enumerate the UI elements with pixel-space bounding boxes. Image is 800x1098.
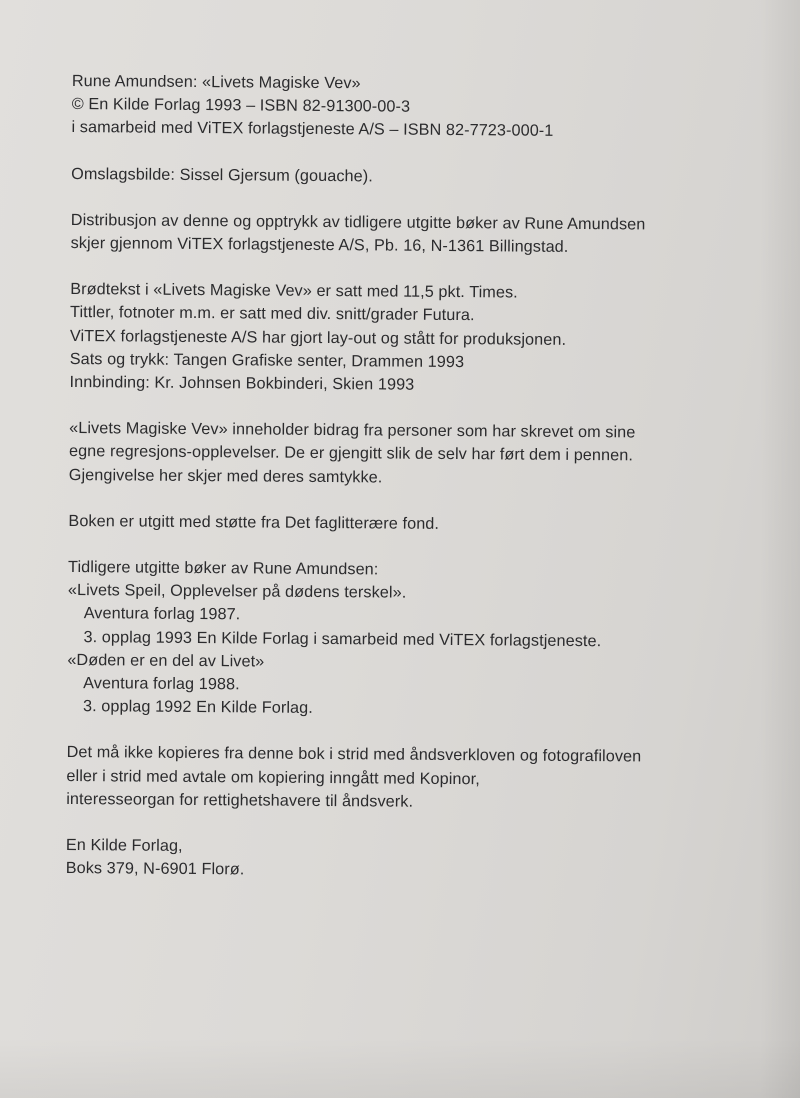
support-block	[68, 510, 768, 539]
book1-edition-2: 3. opplag 1993 En Kilde Forlag i samarbeid med ViTEX forlagstjeneste.	[83, 627, 602, 650]
production-line-4: Sats og trykk: Tangen Grafiske senter, Drammen 1993	[69, 349, 465, 371]
contributions-line-2: egne regresjons-opplevelser. De er gjengitt slik de selv har ført dem i pennen.	[68, 442, 634, 465]
previous-books-heading: Tidligere utgitte bøker av Rune Amundsen:	[68, 558, 379, 579]
production-line-2: Tittler, fotnoter m.m. er satt med div. snitt/grader Futura.	[70, 303, 475, 325]
previous-books-block	[67, 556, 768, 724]
publisher-block	[66, 834, 766, 886]
book2-edition-1: Aventura forlag 1988.	[83, 674, 240, 694]
legal-block	[66, 741, 767, 816]
distribution-block	[71, 209, 771, 261]
production-line-5: Innbinding: Kr. Johnsen Bokbinderi, Skien 1993	[69, 373, 415, 394]
page-shadow-bottom	[0, 1038, 800, 1098]
book1-title: «Livets Speil, Opplevelser på dødens terskel».	[67, 581, 407, 602]
colophon-text	[65, 70, 772, 909]
contributions-line-1: «Livets Magiske Vev» inneholder bidrag fra personer som har skrevet om sine	[69, 419, 636, 442]
imprint-copyright-line: © En Kilde Forlag 1993 – ISBN 82-91300-00-3	[71, 95, 411, 116]
production-line-3: ViTEX forlagstjeneste A/S har gjort lay-out og stått for produksjonen.	[69, 326, 567, 349]
cover-credit-block	[71, 163, 771, 192]
cover-credit-line: Omslagsbilde: Sissel Gjersum (gouache).	[71, 164, 373, 185]
publisher-name: En Kilde Forlag,	[65, 836, 183, 855]
contributions-block	[69, 417, 770, 492]
imprint-block	[71, 70, 772, 145]
production-block	[69, 278, 770, 400]
distribution-line-2: skjer gjennom ViTEX forlagstjeneste A/S, Pb. 16, N-1361 Billingstad.	[70, 234, 569, 256]
book1-edition-1: Aventura forlag 1987.	[83, 604, 241, 624]
legal-line-1: Det må ikke kopieres fra denne bok i strid med åndsverkloven og fotografiloven	[66, 743, 642, 766]
support-line: Boken er utgitt med støtte fra Det faglitterære fond.	[68, 511, 440, 533]
publisher-address: Boks 379, N-6901 Florø.	[65, 859, 245, 879]
legal-line-3: interesseorgan for rettighetshavere til åndsverk.	[66, 789, 414, 811]
imprint-collab-line: i samarbeid med ViTEX forlagstjeneste A/S – ISBN 82-7723-000-1	[71, 118, 554, 141]
book2-edition-2: 3. opplag 1992 En Kilde Forlag.	[82, 697, 313, 718]
imprint-title-line: Rune Amundsen: «Livets Magiske Vev»	[71, 71, 361, 93]
production-line-1: Brødtekst i «Livets Magiske Vev» er satt med 11,5 pkt. Times.	[70, 280, 518, 302]
contributions-line-3: Gjengivelse her skjer med deres samtykke.	[68, 465, 383, 487]
book2-title: «Døden er en del av Livet»	[67, 650, 265, 671]
legal-line-2: eller i strid med avtale om kopiering inngått med Kopinor,	[66, 766, 480, 788]
distribution-line-1: Distribusjon av denne og opptrykk av tidligere utgitte bøker av Rune Amundsen	[70, 210, 646, 234]
